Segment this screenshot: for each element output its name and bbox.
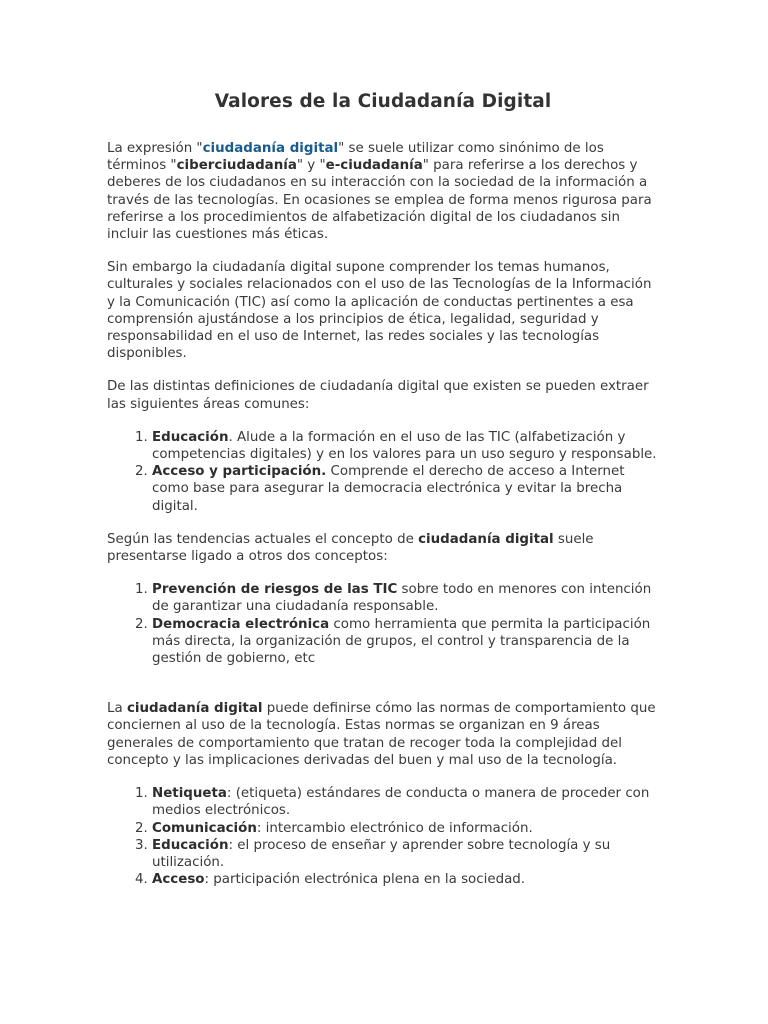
list-item-term: Comunicación <box>152 820 257 836</box>
list-item-text: : participación electrónica plena en la sociedad. <box>204 872 526 888</box>
term-e-ciudadania: e-ciudadanía <box>325 158 423 174</box>
normas-text-a: La <box>107 701 127 717</box>
conceptos-list <box>107 581 659 667</box>
areas-comunes-list <box>107 429 659 515</box>
list-item-text: sobre todo en menores con intención de garantizar una ciudadanía responsable. <box>152 582 652 615</box>
paragraph-tic: Sin embargo la ciudadanía digital supone comprender los temas humanos, culturales y sociales relacionados con el uso de las Tecnologías de la Información y la Comunicación (TIC) así como la aplicación de conductas pertinentes a esa comprensión ajustándose a los principios de ética, legalidad, seguridad y responsabilidad en el uso de Internet, las redes sociales y las tecnologías disponibles. <box>107 260 652 362</box>
list-item-term: Acceso y participación. <box>152 464 327 480</box>
document-page <box>107 90 659 904</box>
list-item-term: Educación <box>152 429 229 445</box>
list-item <box>152 463 659 515</box>
list-item-term: Prevención de riesgos de las TIC <box>152 582 398 598</box>
list-item <box>152 871 659 888</box>
tendencias-bold: ciudadanía digital <box>418 531 554 547</box>
ciudadania-digital-link[interactable]: ciudadanía digital <box>202 141 339 156</box>
list-item-text: : el proceso de enseñar y aprender sobre tecnología y su utilización. <box>152 837 611 870</box>
paragraph-tendencias <box>107 531 659 565</box>
list-item-term: Educación <box>152 837 229 853</box>
page-title: Valores de la Ciudadanía Digital <box>214 91 552 112</box>
list-item <box>152 581 659 615</box>
list-item <box>152 785 659 819</box>
list-item <box>152 616 659 668</box>
list-item-term: Acceso <box>152 872 205 888</box>
list-item <box>152 429 659 463</box>
term-ciberciudadania: ciberciudadanía <box>176 158 297 174</box>
list-item-text: : (etiqueta) estándares de conducta o manera de proceder con medios electrónicos. <box>152 786 650 819</box>
areas-generales-list <box>107 785 659 888</box>
normas-bold: ciudadanía digital <box>126 701 263 717</box>
paragraph-normas <box>107 700 659 769</box>
list-item-text: : intercambio electrónico de información. <box>256 820 533 836</box>
list-item <box>152 837 659 871</box>
list-item-text: Comprende el derecho de acceso a Internet como base para asegurar la democracia electrónica y evitar la brecha digital. <box>152 464 625 514</box>
tendencias-text-a: Según las tendencias actuales el concepto de <box>107 531 419 547</box>
intro-paragraph <box>107 140 659 243</box>
intro-text-c: " y " <box>296 158 326 174</box>
list-item-term: Democracia electrónica <box>152 616 330 632</box>
list-item <box>152 820 659 837</box>
section-spacer <box>107 683 659 700</box>
intro-text-d: " para referirse a los derechos y deberes de los ciudadanos en su interacción con la sociedad de la información a través de las tecnologías. En ocasiones se emplea de forma menos rigurosa para referirse a los procedimientos de alfabetización digital de los ciudadanos sin incluir las cuestiones más éticas. <box>107 158 652 243</box>
list-item-text: . Alude a la formación en el uso de las TIC (alfabetización y competencias digitales) y en los valores para un uso seguro y responsable. <box>152 429 657 463</box>
list-item-term: Netiqueta <box>152 786 227 802</box>
normas-text-b: puede definirse cómo las normas de comportamiento que conciernen al uso de la tecnología. Estas normas se organizan en 9 áreas generales de comportamiento que tratan de recoger toda la complejidad del concepto y las implicaciones derivadas del buen y mal uso de la tecnología. <box>107 701 656 768</box>
intro-text-a: La expresión " <box>107 141 203 156</box>
paragraph-definiciones: De las distintas definiciones de ciudadanía digital que existen se pueden extraer las siguientes áreas comunes: <box>107 379 649 412</box>
list-item-text: como herramienta que permita la participación más directa, la organización de grupos, el control y transparencia de la gestión de gobierno, etc <box>152 616 651 667</box>
intro-text-b: " se suele utilizar como sinónimo de los términos " <box>107 141 604 174</box>
tendencias-text-b: suele presentarse ligado a otros dos conceptos: <box>107 531 594 565</box>
